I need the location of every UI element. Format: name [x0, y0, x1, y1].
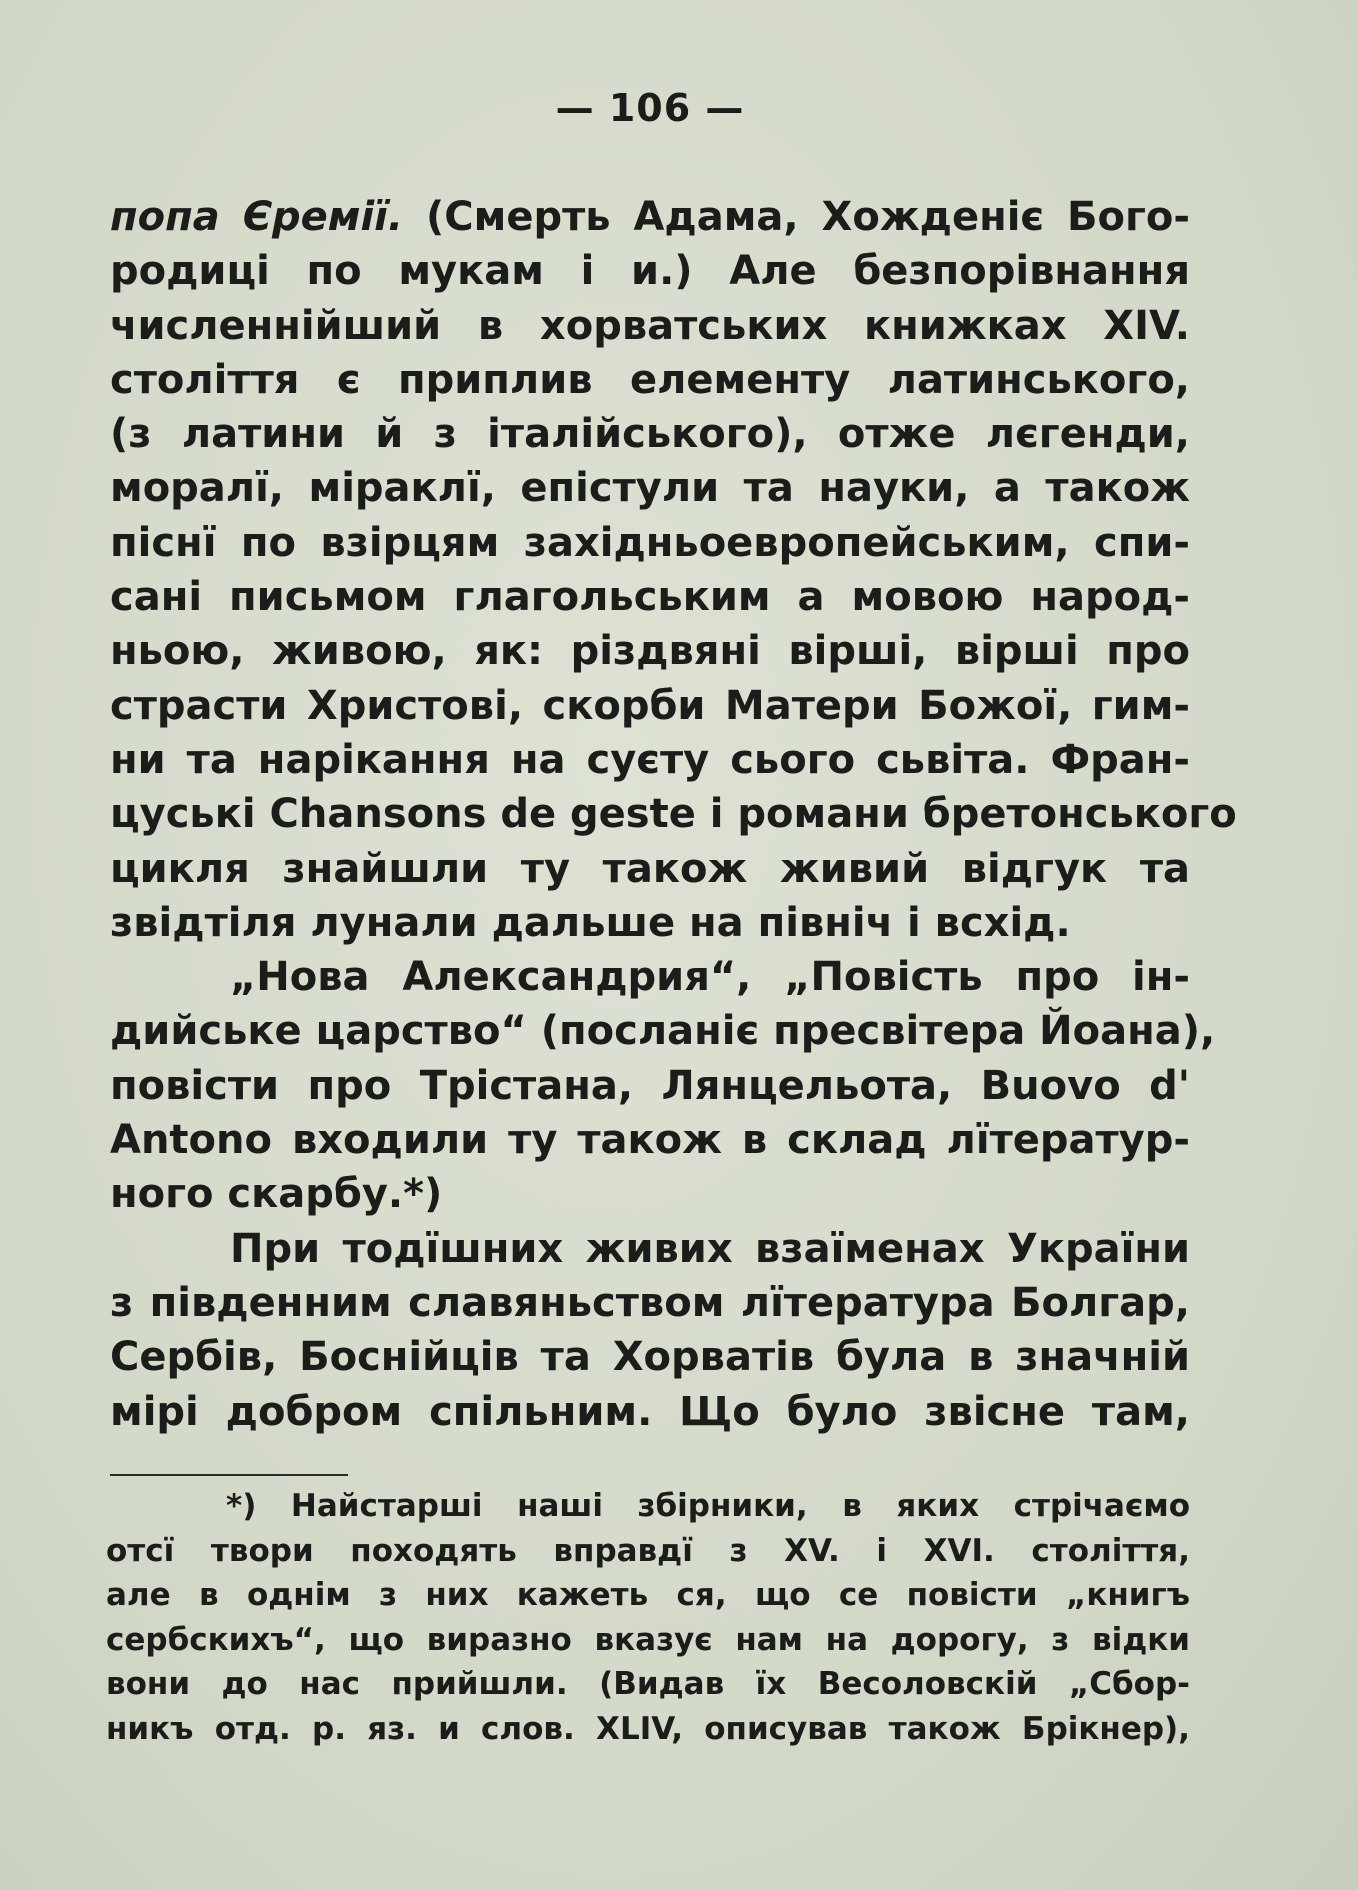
- text-line: з південним славяньством лїтература Болгар,: [110, 1279, 1190, 1326]
- text-line: століття є приплив елементу латинського,: [110, 356, 1190, 403]
- text-line: повісти про Трістана, Лянцельота, Buovo d': [110, 1062, 1190, 1109]
- text-line: страсти Христові, скорби Матери Божої, гим-: [110, 682, 1190, 729]
- footnote-line: отсї твори походять вправдї з XV. і XVI. століття,: [106, 1532, 1190, 1569]
- text-line: піснї по взірцям західньоевропейським, спи-: [110, 519, 1190, 566]
- text-line: ни та нарікання на суєту сього сьвіта. Фран-: [110, 736, 1190, 783]
- footnote-line: вони до нас прийшли. (Видав їх Весоловскій „Сбор-: [106, 1666, 1190, 1703]
- text-line: звідтіля лунали дальше на північ і всхід.: [110, 899, 1071, 946]
- text-line: цикля знайшли ту також живий відгук та: [110, 845, 1190, 892]
- text-line: [110, 190, 1190, 244]
- text-line: дийське царство“ (посланіє пресвітера Йоана),: [110, 1008, 1216, 1055]
- text-line: „Нова Александрия“, „Повість про ін-: [230, 954, 1190, 1001]
- text-line: Сербів, Боснійців та Хорватів була в значній: [110, 1334, 1190, 1381]
- text-line: численнійший в хорватських книжках XIV.: [110, 302, 1190, 349]
- text-line: ньою, живою, як: різдвяні вірші, вірші про: [110, 628, 1190, 675]
- text-line: ного скарбу.*): [110, 1171, 443, 1218]
- text-line: мірі добром спільним. Що було звісне там,: [110, 1388, 1190, 1435]
- footnote-divider: [110, 1474, 348, 1476]
- text-fragment: (Смерть Адама, Хожденіє Бого-: [403, 194, 1190, 240]
- footnote-line: але в однім з них кажеть ся, що се повісти „книгъ: [106, 1577, 1190, 1614]
- text-line: моралї, міраклї, епістули та науки, а також: [110, 465, 1190, 512]
- text-line: (з латини й з італійського), отже лєгенди,: [110, 411, 1190, 458]
- text-line: При тодїшних живих взаїменах України: [230, 1225, 1190, 1272]
- footnote-line: никъ отд. р. яз. и слов. XLIV, описував також Брікнер),: [106, 1710, 1190, 1747]
- page-number: — 106 —: [555, 86, 745, 130]
- footnote-line: *) Найстарші наші збірники, в яких стрічаємо: [226, 1488, 1190, 1524]
- text-line: родиці по мукам і и.) Але безпорівнання: [110, 248, 1190, 295]
- footnote-line: сербскихъ“, що виразно вказує нам на дорогу, з відки: [106, 1621, 1190, 1658]
- footnote: [106, 1484, 1190, 1752]
- italic-name: попа Єремії.: [110, 194, 404, 240]
- text-line: Antono входили ту також в склад лїтератур-: [110, 1117, 1190, 1164]
- main-text: [110, 190, 1237, 1439]
- text-line: сані письмом глагольським а мовою народ-: [110, 574, 1190, 621]
- text-line: цуські Chansons de geste і романи бретонського: [110, 791, 1237, 838]
